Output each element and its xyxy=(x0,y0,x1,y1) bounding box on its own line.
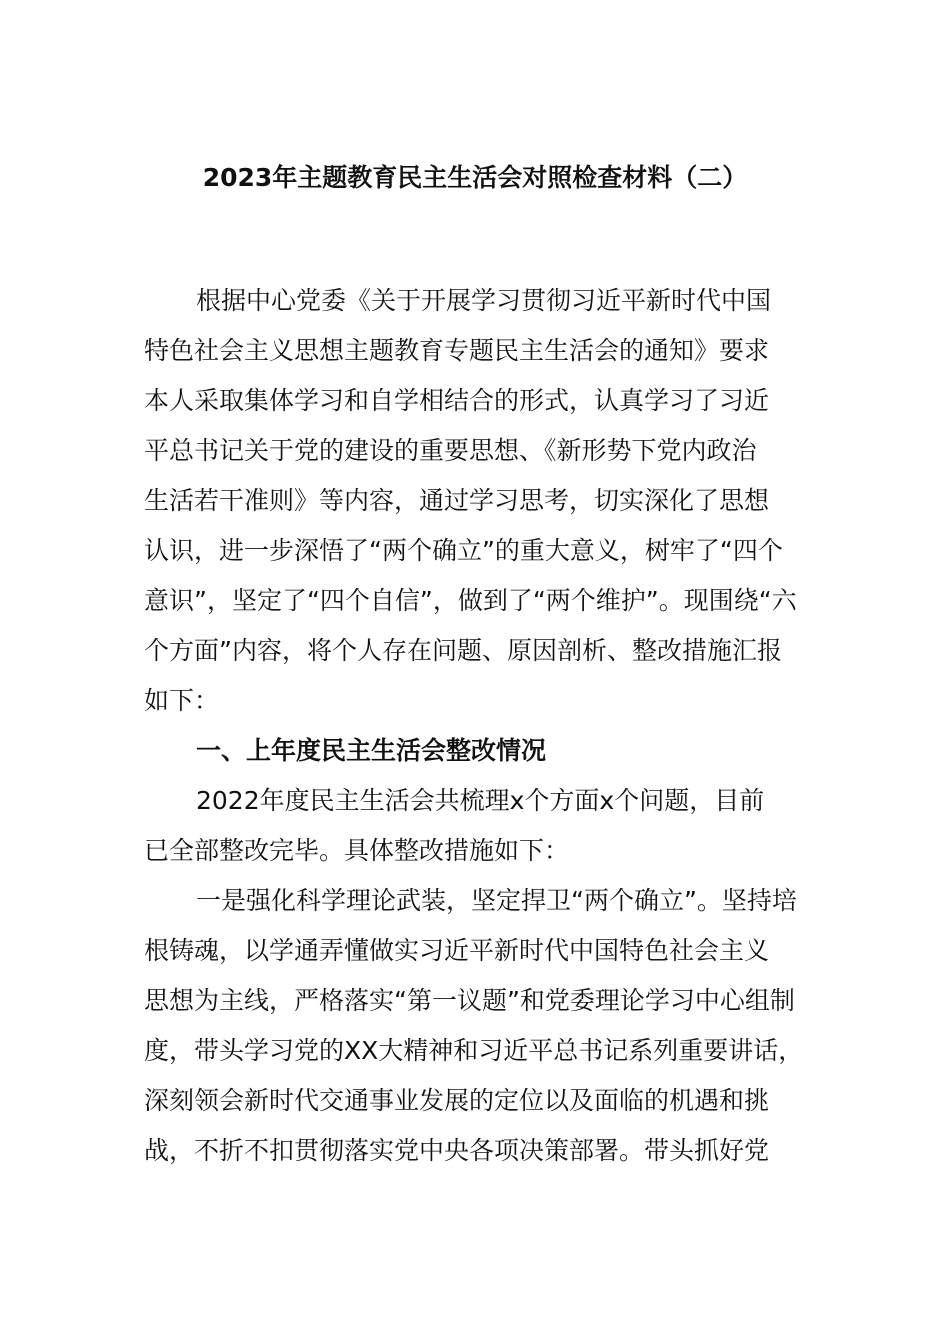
document-title: 2023年主题教育民主生活会对照检查材料（二） xyxy=(202,163,748,192)
paragraph-line: 已全部整改完毕。具体整改措施如下： xyxy=(144,836,570,865)
paragraph-line: 度，带头学习党的XX大精神和习近平总书记系列重要讲话， xyxy=(144,1036,804,1065)
paragraph-line: 深刻领会新时代交通事业发展的定位以及面临的机遇和挑 xyxy=(144,1086,770,1115)
paragraph-line: 根据中心党委《关于开展学习贯彻习近平新时代中国 xyxy=(196,286,772,315)
paragraph-line: 思想为主线，严格落实“第一议题”和党委理论学习中心组制 xyxy=(144,986,795,1015)
paragraph-line: 生活若干准则》等内容，通过学习思考，切实深化了思想 xyxy=(144,486,770,515)
paragraph-line: 战，不折不扣贯彻落实党中央各项决策部署。带头抓好党 xyxy=(144,1136,770,1165)
paragraph-line: 意识”，坚定了“四个自信”，做到了“两个维护”。现围绕“六 xyxy=(144,586,797,615)
paragraph-line: 认识，进一步深悟了“两个确立”的重大意义，树牢了“四个 xyxy=(144,536,783,565)
paragraph-line: 如下： xyxy=(144,686,220,715)
paragraph-line: 一是强化科学理论武装，坚定捍卫“两个确立”。坚持培 xyxy=(196,886,797,915)
paragraph-line: 2022年度民主生活会共梳理x个方面x个问题，目前 xyxy=(196,786,765,815)
section-heading: 一、上年度民主生活会整改情况 xyxy=(196,736,547,765)
paragraph-line: 本人采取集体学习和自学相结合的形式，认真学习了习近 xyxy=(144,386,770,415)
document-body xyxy=(144,276,844,1176)
paragraph-line: 特色社会主义思想主题教育专题民主生活会的通知》要求 xyxy=(144,336,770,365)
paragraph-line: 根铸魂，以学通弄懂做实习近平新时代中国特色社会主义 xyxy=(144,936,770,965)
paragraph-line: 个方面”内容，将个人存在问题、原因剖析、整改措施汇报 xyxy=(144,636,782,665)
paragraph-line: 平总书记关于党的建设的重要思想、《新形势下党内政治 xyxy=(144,436,757,465)
